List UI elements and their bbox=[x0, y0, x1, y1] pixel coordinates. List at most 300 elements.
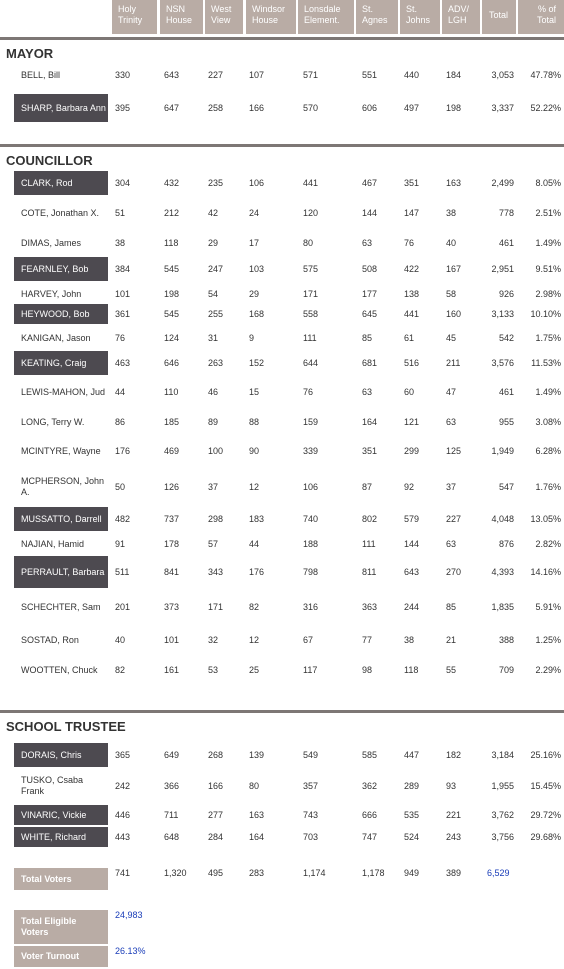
percent-cell: 2.29% bbox=[535, 665, 561, 675]
percent-cell: 10.10% bbox=[530, 309, 561, 319]
candidate-name: COTE, Jonathan X. bbox=[21, 207, 100, 218]
vote-count-cell: 447 bbox=[404, 750, 420, 760]
table-row bbox=[0, 593, 564, 621]
vote-count-cell: 244 bbox=[404, 602, 420, 612]
percent-cell: 13.05% bbox=[530, 514, 561, 524]
total-voters-cell: 949 bbox=[404, 868, 420, 878]
vote-count-cell: 551 bbox=[362, 70, 378, 80]
section-title: MAYOR bbox=[0, 37, 564, 61]
vote-count-cell: 395 bbox=[115, 103, 131, 113]
table-row bbox=[0, 743, 564, 767]
vote-count-cell: 184 bbox=[446, 70, 462, 80]
vote-count-cell: 570 bbox=[303, 103, 319, 113]
vote-count-cell: 86 bbox=[115, 417, 126, 427]
total-cell: 926 bbox=[498, 289, 514, 299]
vote-count-cell: 545 bbox=[164, 309, 180, 319]
vote-count-cell: 120 bbox=[303, 208, 319, 218]
percent-cell: 25.16% bbox=[530, 750, 561, 760]
percent-cell: 1.76% bbox=[535, 482, 561, 492]
percent-cell: 29.72% bbox=[530, 810, 561, 820]
total-cell: 1,949 bbox=[491, 446, 514, 456]
vote-count-cell: 12 bbox=[249, 482, 260, 492]
vote-count-cell: 53 bbox=[208, 665, 219, 675]
vote-count-cell: 373 bbox=[164, 602, 180, 612]
vote-count-cell: 343 bbox=[208, 567, 224, 577]
vote-count-cell: 103 bbox=[249, 264, 265, 274]
vote-count-cell: 841 bbox=[164, 567, 180, 577]
vote-count-cell: 440 bbox=[404, 70, 420, 80]
candidate-name: LEWIS-MAHON, Jud bbox=[21, 386, 106, 397]
vote-count-cell: 446 bbox=[115, 810, 131, 820]
vote-count-cell: 126 bbox=[164, 482, 180, 492]
vote-count-cell: 227 bbox=[208, 70, 224, 80]
vote-count-cell: 575 bbox=[303, 264, 319, 274]
candidate-name: MCPHERSON, John A. bbox=[21, 476, 105, 497]
total-voters-sum: 6,529 bbox=[487, 868, 510, 878]
vote-count-cell: 80 bbox=[303, 238, 314, 248]
vote-count-cell: 38 bbox=[115, 238, 126, 248]
vote-count-cell: 365 bbox=[115, 750, 131, 760]
vote-count-cell: 80 bbox=[249, 781, 260, 791]
vote-count-cell: 50 bbox=[115, 482, 126, 492]
vote-count-cell: 182 bbox=[446, 750, 462, 760]
vote-count-cell: 270 bbox=[446, 567, 462, 577]
vote-count-cell: 711 bbox=[164, 810, 179, 820]
vote-count-cell: 511 bbox=[115, 567, 130, 577]
vote-count-cell: 508 bbox=[362, 264, 378, 274]
percent-cell: 2.82% bbox=[535, 539, 561, 549]
vote-count-cell: 284 bbox=[208, 832, 224, 842]
vote-count-cell: 235 bbox=[208, 178, 224, 188]
vote-count-cell: 201 bbox=[115, 602, 131, 612]
total-voters-cell: 389 bbox=[446, 868, 462, 878]
vote-count-cell: 40 bbox=[115, 635, 126, 645]
vote-count-cell: 21 bbox=[446, 635, 457, 645]
vote-count-cell: 85 bbox=[446, 602, 457, 612]
column-header: Lonsdale Element. bbox=[298, 0, 354, 34]
vote-count-cell: 361 bbox=[115, 309, 131, 319]
total-cell: 4,048 bbox=[491, 514, 514, 524]
candidate-name: SOSTAD, Ron bbox=[21, 634, 79, 645]
total-cell: 547 bbox=[498, 482, 514, 492]
vote-count-cell: 58 bbox=[446, 289, 457, 299]
vote-count-cell: 168 bbox=[249, 309, 265, 319]
vote-count-cell: 644 bbox=[303, 358, 319, 368]
vote-count-cell: 243 bbox=[446, 832, 462, 842]
vote-count-cell: 798 bbox=[303, 567, 319, 577]
candidate-name: MCINTYRE, Wayne bbox=[21, 445, 101, 456]
percent-cell: 2.51% bbox=[535, 208, 561, 218]
table-row bbox=[0, 199, 564, 227]
percent-cell: 5.91% bbox=[535, 602, 561, 612]
vote-count-cell: 277 bbox=[208, 810, 224, 820]
percent-cell: 1.75% bbox=[535, 333, 561, 343]
vote-count-cell: 242 bbox=[115, 781, 131, 791]
total-cell: 2,499 bbox=[491, 178, 514, 188]
candidate-name: WHITE, Richard bbox=[14, 827, 108, 847]
vote-count-cell: 55 bbox=[446, 665, 457, 675]
table-row bbox=[0, 630, 564, 650]
vote-count-cell: 351 bbox=[362, 446, 378, 456]
vote-count-cell: 63 bbox=[362, 238, 373, 248]
total-voters-cell: 1,174 bbox=[303, 868, 326, 878]
candidate-name: BELL, Bill bbox=[21, 69, 61, 80]
vote-count-cell: 44 bbox=[249, 539, 260, 549]
total-cell: 778 bbox=[498, 208, 514, 218]
table-row bbox=[0, 63, 564, 87]
voter-turnout-value: 26.13% bbox=[115, 946, 146, 956]
total-cell: 3,133 bbox=[491, 309, 514, 319]
vote-count-cell: 160 bbox=[446, 309, 462, 319]
vote-count-cell: 545 bbox=[164, 264, 180, 274]
section-title: SCHOOL TRUSTEE bbox=[0, 710, 564, 734]
vote-count-cell: 89 bbox=[208, 417, 219, 427]
vote-count-cell: 183 bbox=[249, 514, 265, 524]
candidate-name: DIMAS, James bbox=[21, 237, 82, 248]
vote-count-cell: 585 bbox=[362, 750, 378, 760]
vote-count-cell: 441 bbox=[303, 178, 319, 188]
vote-count-cell: 82 bbox=[115, 665, 126, 675]
vote-count-cell: 441 bbox=[404, 309, 420, 319]
vote-count-cell: 24 bbox=[249, 208, 260, 218]
percent-cell: 2.98% bbox=[535, 289, 561, 299]
vote-count-cell: 25 bbox=[249, 665, 260, 675]
vote-count-cell: 51 bbox=[115, 208, 126, 218]
vote-count-cell: 747 bbox=[362, 832, 378, 842]
column-header: St. Agnes bbox=[356, 0, 398, 34]
vote-count-cell: 363 bbox=[362, 602, 378, 612]
vote-count-cell: 93 bbox=[446, 781, 457, 791]
vote-count-cell: 743 bbox=[303, 810, 319, 820]
vote-count-cell: 166 bbox=[249, 103, 265, 113]
vote-count-cell: 85 bbox=[362, 333, 373, 343]
vote-count-cell: 524 bbox=[404, 832, 420, 842]
section-title: COUNCILLOR bbox=[0, 144, 564, 168]
total-cell: 3,184 bbox=[491, 750, 514, 760]
vote-count-cell: 737 bbox=[164, 514, 180, 524]
vote-count-cell: 110 bbox=[164, 387, 179, 397]
vote-count-cell: 535 bbox=[404, 810, 420, 820]
vote-count-cell: 357 bbox=[303, 781, 319, 791]
percent-cell: 3.08% bbox=[535, 417, 561, 427]
total-voters-cell: 1,178 bbox=[362, 868, 385, 878]
vote-count-cell: 247 bbox=[208, 264, 224, 274]
vote-count-cell: 87 bbox=[362, 482, 373, 492]
vote-count-cell: 32 bbox=[208, 635, 219, 645]
vote-count-cell: 63 bbox=[446, 417, 457, 427]
vote-count-cell: 106 bbox=[249, 178, 265, 188]
total-voters-label: Total Voters bbox=[14, 868, 108, 890]
vote-count-cell: 29 bbox=[249, 289, 260, 299]
vote-count-cell: 47 bbox=[446, 387, 457, 397]
vote-count-cell: 351 bbox=[404, 178, 420, 188]
vote-count-cell: 178 bbox=[164, 539, 180, 549]
vote-count-cell: 176 bbox=[249, 567, 265, 577]
vote-count-cell: 82 bbox=[249, 602, 260, 612]
vote-count-cell: 740 bbox=[303, 514, 319, 524]
column-header: Holy Trinity bbox=[112, 0, 157, 34]
vote-count-cell: 811 bbox=[362, 567, 377, 577]
table-row bbox=[0, 805, 564, 825]
vote-count-cell: 144 bbox=[362, 208, 378, 218]
vote-count-cell: 144 bbox=[404, 539, 420, 549]
vote-count-cell: 46 bbox=[208, 387, 219, 397]
column-header: % of Total bbox=[518, 0, 564, 34]
vote-count-cell: 681 bbox=[362, 358, 378, 368]
total-cell: 461 bbox=[498, 238, 514, 248]
vote-count-cell: 17 bbox=[249, 238, 260, 248]
vote-count-cell: 643 bbox=[164, 70, 180, 80]
eligible-voters-value: 24,983 bbox=[115, 910, 143, 920]
percent-cell: 9.51% bbox=[535, 264, 561, 274]
percent-cell: 47.78% bbox=[530, 70, 561, 80]
vote-count-cell: 106 bbox=[303, 482, 319, 492]
vote-count-cell: 171 bbox=[208, 602, 224, 612]
vote-count-cell: 117 bbox=[303, 665, 318, 675]
vote-count-cell: 42 bbox=[208, 208, 219, 218]
table-row bbox=[0, 378, 564, 406]
vote-count-cell: 646 bbox=[164, 358, 180, 368]
vote-count-cell: 159 bbox=[303, 417, 319, 427]
vote-count-cell: 15 bbox=[249, 387, 260, 397]
percent-cell: 52.22% bbox=[530, 103, 561, 113]
total-voters-cell: 495 bbox=[208, 868, 224, 878]
candidate-name: MUSSATTO, Darrell bbox=[14, 507, 108, 531]
vote-count-cell: 167 bbox=[446, 264, 462, 274]
vote-count-cell: 125 bbox=[446, 446, 462, 456]
table-row bbox=[0, 437, 564, 465]
table-row bbox=[0, 556, 564, 588]
vote-count-cell: 289 bbox=[404, 781, 420, 791]
total-cell: 3,053 bbox=[491, 70, 514, 80]
vote-count-cell: 44 bbox=[115, 387, 126, 397]
vote-count-cell: 185 bbox=[164, 417, 180, 427]
vote-count-cell: 558 bbox=[303, 309, 319, 319]
table-row bbox=[0, 473, 564, 501]
total-cell: 3,756 bbox=[491, 832, 514, 842]
vote-count-cell: 38 bbox=[404, 635, 415, 645]
table-row bbox=[0, 412, 564, 432]
vote-count-cell: 163 bbox=[446, 178, 462, 188]
vote-count-cell: 63 bbox=[362, 387, 373, 397]
vote-count-cell: 171 bbox=[303, 289, 319, 299]
total-cell: 1,835 bbox=[491, 602, 514, 612]
vote-count-cell: 703 bbox=[303, 832, 319, 842]
vote-count-cell: 40 bbox=[446, 238, 457, 248]
total-cell: 3,762 bbox=[491, 810, 514, 820]
candidate-name: VINARIC, Vickie bbox=[14, 805, 108, 825]
vote-count-cell: 299 bbox=[404, 446, 420, 456]
vote-count-cell: 101 bbox=[164, 635, 180, 645]
table-row bbox=[0, 534, 564, 554]
vote-count-cell: 198 bbox=[164, 289, 180, 299]
table-row bbox=[0, 171, 564, 195]
total-cell: 542 bbox=[498, 333, 514, 343]
column-header: Total bbox=[482, 0, 516, 34]
percent-cell: 1.49% bbox=[535, 238, 561, 248]
candidate-name: NAJIAN, Hamid bbox=[21, 538, 85, 549]
vote-count-cell: 648 bbox=[164, 832, 180, 842]
vote-count-cell: 76 bbox=[404, 238, 415, 248]
vote-count-cell: 147 bbox=[404, 208, 420, 218]
vote-count-cell: 63 bbox=[446, 539, 457, 549]
table-row bbox=[0, 233, 564, 253]
candidate-name: SCHECHTER, Sam bbox=[21, 601, 101, 612]
vote-count-cell: 643 bbox=[404, 567, 420, 577]
vote-count-cell: 98 bbox=[362, 665, 373, 675]
vote-count-cell: 366 bbox=[164, 781, 180, 791]
column-header: ADV/ LGH bbox=[442, 0, 480, 34]
total-cell: 2,951 bbox=[491, 264, 514, 274]
vote-count-cell: 469 bbox=[164, 446, 180, 456]
vote-count-cell: 579 bbox=[404, 514, 420, 524]
vote-count-cell: 163 bbox=[249, 810, 265, 820]
vote-count-cell: 37 bbox=[446, 482, 457, 492]
vote-count-cell: 91 bbox=[115, 539, 126, 549]
percent-cell: 14.16% bbox=[530, 567, 561, 577]
vote-count-cell: 258 bbox=[208, 103, 224, 113]
table-row bbox=[0, 304, 564, 324]
total-cell: 1,955 bbox=[491, 781, 514, 791]
column-header: NSN House bbox=[160, 0, 203, 34]
vote-count-cell: 166 bbox=[208, 781, 224, 791]
candidate-name: HARVEY, John bbox=[21, 288, 82, 299]
vote-count-cell: 211 bbox=[446, 358, 461, 368]
percent-cell: 6.28% bbox=[535, 446, 561, 456]
vote-count-cell: 666 bbox=[362, 810, 378, 820]
vote-count-cell: 304 bbox=[115, 178, 131, 188]
vote-count-cell: 227 bbox=[446, 514, 462, 524]
candidate-name: TUSKO, Csaba Frank bbox=[21, 775, 84, 796]
candidate-name: HEYWOOD, Bob bbox=[14, 304, 108, 324]
vote-count-cell: 100 bbox=[208, 446, 224, 456]
total-cell: 461 bbox=[498, 387, 514, 397]
candidate-name: KANIGAN, Jason bbox=[21, 332, 91, 343]
vote-count-cell: 422 bbox=[404, 264, 420, 274]
vote-count-cell: 330 bbox=[115, 70, 131, 80]
vote-count-cell: 12 bbox=[249, 635, 260, 645]
vote-count-cell: 111 bbox=[362, 539, 376, 549]
vote-count-cell: 77 bbox=[362, 635, 373, 645]
vote-count-cell: 263 bbox=[208, 358, 224, 368]
percent-cell: 29.68% bbox=[530, 832, 561, 842]
vote-count-cell: 76 bbox=[303, 387, 314, 397]
percent-cell: 15.45% bbox=[530, 781, 561, 791]
vote-count-cell: 57 bbox=[208, 539, 219, 549]
vote-count-cell: 61 bbox=[404, 333, 415, 343]
vote-count-cell: 221 bbox=[446, 810, 462, 820]
table-row bbox=[0, 351, 564, 375]
table-row bbox=[0, 94, 564, 122]
total-voters-cell: 1,320 bbox=[164, 868, 187, 878]
candidate-name: CLARK, Rod bbox=[14, 171, 108, 195]
vote-count-cell: 298 bbox=[208, 514, 224, 524]
vote-count-cell: 118 bbox=[404, 665, 419, 675]
table-row bbox=[0, 328, 564, 348]
vote-count-cell: 90 bbox=[249, 446, 260, 456]
vote-count-cell: 198 bbox=[446, 103, 462, 113]
total-cell: 3,576 bbox=[491, 358, 514, 368]
table-row bbox=[0, 772, 564, 800]
column-header: Windsor House bbox=[246, 0, 296, 34]
total-cell: 388 bbox=[498, 635, 514, 645]
voter-turnout-label: Voter Turnout bbox=[14, 946, 108, 967]
vote-count-cell: 38 bbox=[446, 208, 457, 218]
vote-count-cell: 188 bbox=[303, 539, 319, 549]
vote-count-cell: 467 bbox=[362, 178, 378, 188]
vote-count-cell: 463 bbox=[115, 358, 131, 368]
vote-count-cell: 31 bbox=[208, 333, 219, 343]
candidate-name: SHARP, Barbara Ann bbox=[14, 94, 108, 122]
vote-count-cell: 645 bbox=[362, 309, 378, 319]
column-header: West View bbox=[205, 0, 243, 34]
vote-count-cell: 138 bbox=[404, 289, 420, 299]
vote-count-cell: 443 bbox=[115, 832, 131, 842]
total-cell: 3,337 bbox=[491, 103, 514, 113]
total-voters-cell: 741 bbox=[115, 868, 131, 878]
candidate-name: WOOTTEN, Chuck bbox=[21, 664, 98, 675]
table-row bbox=[0, 257, 564, 281]
candidate-name: FEARNLEY, Bob bbox=[14, 257, 108, 281]
vote-count-cell: 339 bbox=[303, 446, 319, 456]
total-cell: 709 bbox=[498, 665, 514, 675]
vote-count-cell: 88 bbox=[249, 417, 260, 427]
vote-count-cell: 176 bbox=[115, 446, 131, 456]
total-cell: 876 bbox=[498, 539, 514, 549]
percent-cell: 1.25% bbox=[535, 635, 561, 645]
vote-count-cell: 255 bbox=[208, 309, 224, 319]
vote-count-cell: 111 bbox=[303, 333, 317, 343]
percent-cell: 11.53% bbox=[531, 358, 561, 368]
vote-count-cell: 161 bbox=[164, 665, 180, 675]
vote-count-cell: 121 bbox=[404, 417, 420, 427]
candidate-name: LONG, Terry W. bbox=[21, 416, 85, 427]
vote-count-cell: 571 bbox=[303, 70, 319, 80]
candidate-name: PERRAULT, Barbara bbox=[14, 556, 108, 588]
vote-count-cell: 802 bbox=[362, 514, 378, 524]
vote-count-cell: 212 bbox=[164, 208, 180, 218]
vote-count-cell: 384 bbox=[115, 264, 131, 274]
vote-count-cell: 432 bbox=[164, 178, 180, 188]
table-row bbox=[0, 656, 564, 684]
total-voters-cell: 283 bbox=[249, 868, 265, 878]
vote-count-cell: 516 bbox=[404, 358, 420, 368]
candidate-name: DORAIS, Chris bbox=[14, 743, 108, 767]
vote-count-cell: 164 bbox=[249, 832, 265, 842]
percent-cell: 8.05% bbox=[535, 178, 561, 188]
table-row bbox=[0, 284, 564, 304]
vote-count-cell: 497 bbox=[404, 103, 420, 113]
vote-count-cell: 268 bbox=[208, 750, 224, 760]
vote-count-cell: 649 bbox=[164, 750, 180, 760]
column-header: St. Johns bbox=[400, 0, 440, 34]
table-row bbox=[0, 827, 564, 847]
total-cell: 955 bbox=[498, 417, 514, 427]
vote-count-cell: 606 bbox=[362, 103, 378, 113]
eligible-voters-label: Total Eligible Voters bbox=[14, 910, 108, 944]
vote-count-cell: 107 bbox=[249, 70, 265, 80]
candidate-name: KEATING, Craig bbox=[14, 351, 108, 375]
vote-count-cell: 177 bbox=[362, 289, 378, 299]
total-cell: 4,393 bbox=[491, 567, 514, 577]
vote-count-cell: 118 bbox=[164, 238, 179, 248]
vote-count-cell: 164 bbox=[362, 417, 378, 427]
vote-count-cell: 67 bbox=[303, 635, 314, 645]
vote-count-cell: 124 bbox=[164, 333, 180, 343]
vote-count-cell: 76 bbox=[115, 333, 126, 343]
vote-count-cell: 54 bbox=[208, 289, 219, 299]
vote-count-cell: 316 bbox=[303, 602, 319, 612]
